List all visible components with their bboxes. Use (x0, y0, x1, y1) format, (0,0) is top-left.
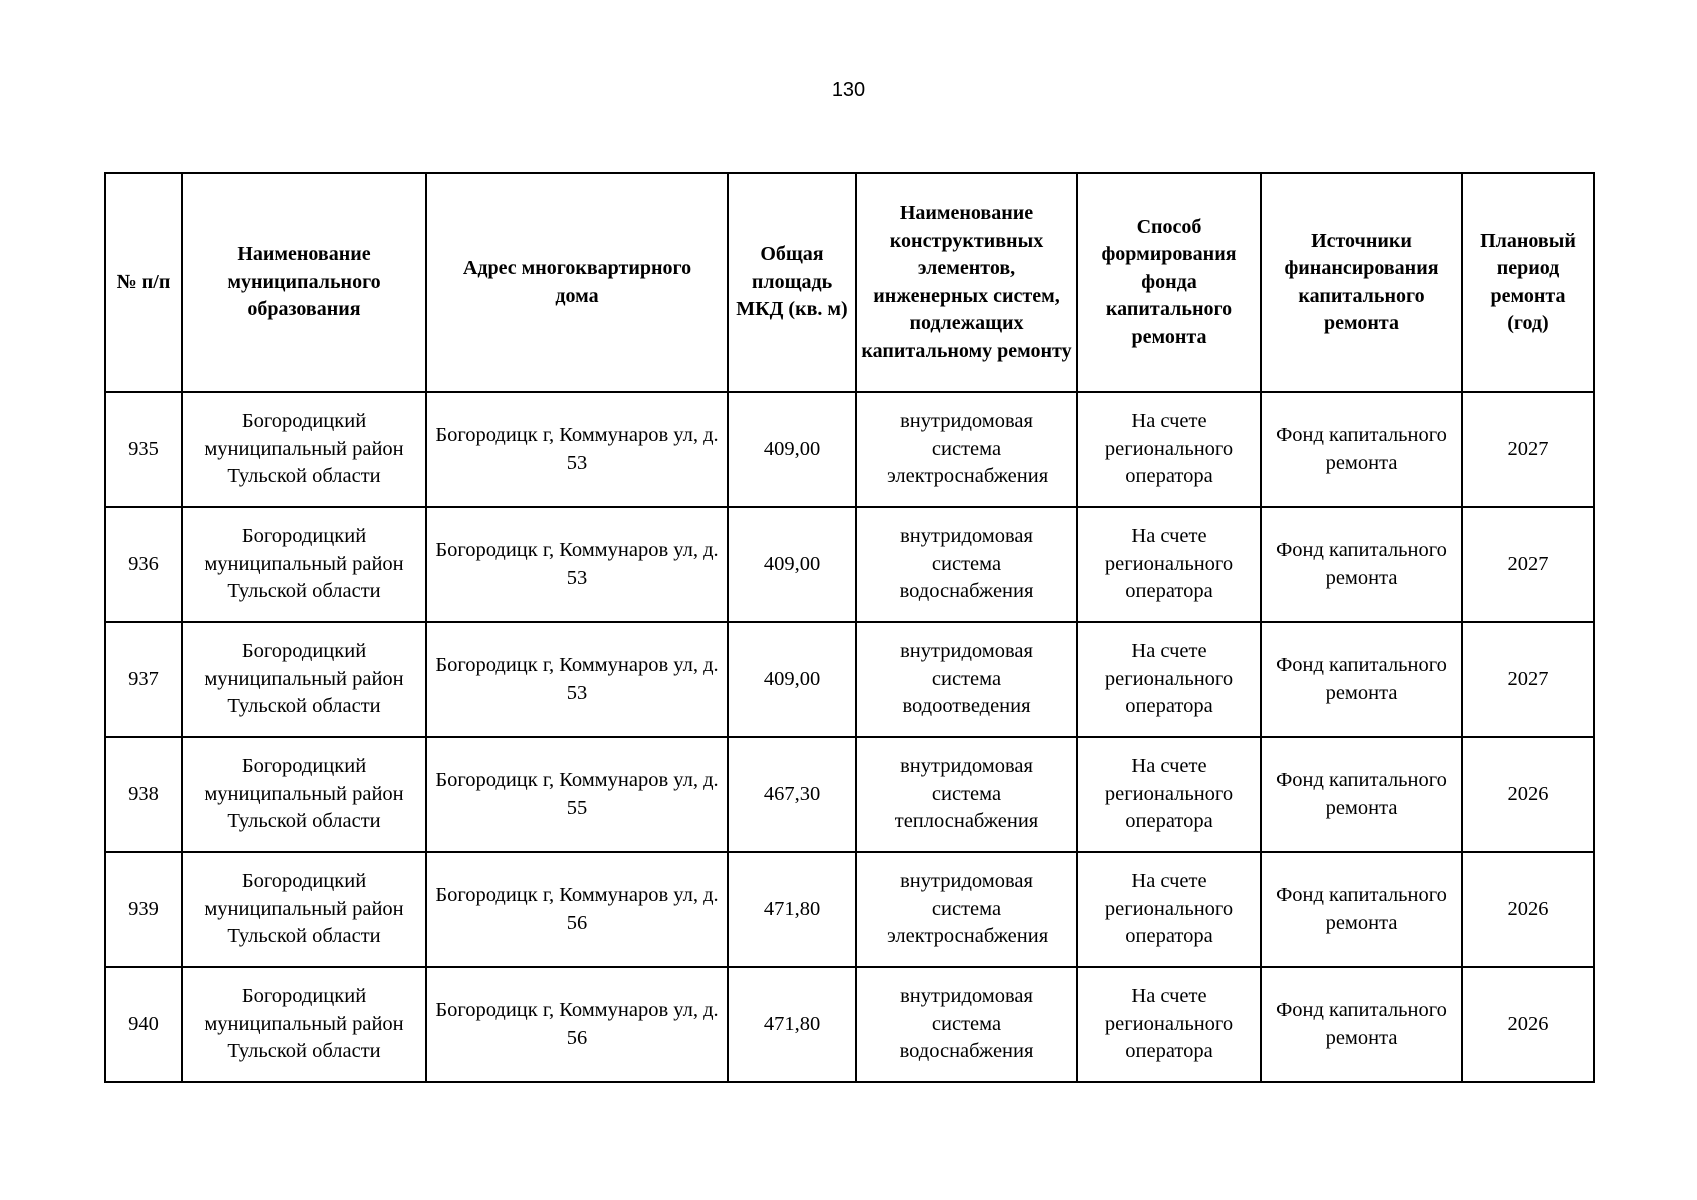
cell-address: Богородицк г, Коммунаров ул, д. 53 (426, 507, 728, 622)
cell-elements: внутридомовая система электроснабжения (856, 392, 1077, 507)
cell-planned-period: 2026 (1462, 737, 1594, 852)
cell-number: 936 (105, 507, 182, 622)
cell-funding-source: Фонд капитального ремонта (1261, 392, 1462, 507)
cell-elements: внутридомовая система водоснабжения (856, 507, 1077, 622)
cell-funding-source: Фонд капитального ремонта (1261, 737, 1462, 852)
header-area: Общая площадь МКД (кв. м) (728, 173, 856, 392)
cell-fund-method: На счете регионального оператора (1077, 507, 1261, 622)
cell-area: 467,30 (728, 737, 856, 852)
cell-planned-period: 2027 (1462, 392, 1594, 507)
cell-elements: внутридомовая система теплоснабжения (856, 737, 1077, 852)
page-number: 130 (831, 79, 866, 101)
cell-number: 940 (105, 967, 182, 1082)
header-elements: Наименование конструктивных элементов, инженерных систем, подлежащих капитальному ремонту (856, 173, 1077, 392)
cell-address: Богородицк г, Коммунаров ул, д. 56 (426, 852, 728, 967)
cell-address: Богородицк г, Коммунаров ул, д. 53 (426, 392, 728, 507)
cell-planned-period: 2027 (1462, 622, 1594, 737)
header-funding-source: Источники финансирования капитального ремонта (1261, 173, 1462, 392)
header-planned-period: Плановый период ремонта (год) (1462, 173, 1594, 392)
capital-repair-table (104, 172, 1595, 1083)
cell-fund-method: На счете регионального оператора (1077, 622, 1261, 737)
cell-funding-source: Фонд капитального ремонта (1261, 622, 1462, 737)
cell-municipality: Богородицкий муниципальный район Тульской области (182, 622, 426, 737)
cell-number: 937 (105, 622, 182, 737)
cell-funding-source: Фонд капитального ремонта (1261, 967, 1462, 1082)
cell-fund-method: На счете регионального оператора (1077, 967, 1261, 1082)
cell-funding-source: Фонд капитального ремонта (1261, 852, 1462, 967)
header-municipality: Наименование муниципального образования (182, 173, 426, 392)
cell-area: 471,80 (728, 967, 856, 1082)
table-row (105, 507, 1594, 622)
header-fund-method: Способ формирования фонда капитального ремонта (1077, 173, 1261, 392)
cell-fund-method: На счете регионального оператора (1077, 737, 1261, 852)
table-row (105, 737, 1594, 852)
cell-municipality: Богородицкий муниципальный район Тульской области (182, 507, 426, 622)
header-number: № п/п (105, 173, 182, 392)
cell-area: 471,80 (728, 852, 856, 967)
cell-area: 409,00 (728, 392, 856, 507)
cell-municipality: Богородицкий муниципальный район Тульской области (182, 852, 426, 967)
table-row (105, 622, 1594, 737)
cell-fund-method: На счете регионального оператора (1077, 852, 1261, 967)
table-row (105, 852, 1594, 967)
cell-number: 938 (105, 737, 182, 852)
cell-address: Богородицк г, Коммунаров ул, д. 53 (426, 622, 728, 737)
cell-area: 409,00 (728, 507, 856, 622)
cell-number: 935 (105, 392, 182, 507)
cell-address: Богородицк г, Коммунаров ул, д. 56 (426, 967, 728, 1082)
cell-elements: внутридомовая система водоснабжения (856, 967, 1077, 1082)
cell-funding-source: Фонд капитального ремонта (1261, 507, 1462, 622)
cell-elements: внутридомовая система электроснабжения (856, 852, 1077, 967)
table-row (105, 392, 1594, 507)
table-row (105, 967, 1594, 1082)
cell-municipality: Богородицкий муниципальный район Тульской области (182, 967, 426, 1082)
cell-planned-period: 2026 (1462, 967, 1594, 1082)
cell-elements: внутридомовая система водоотведения (856, 622, 1077, 737)
header-address: Адрес многоквартирного дома (426, 173, 728, 392)
table-header-row (105, 173, 1594, 392)
cell-number: 939 (105, 852, 182, 967)
cell-planned-period: 2026 (1462, 852, 1594, 967)
cell-area: 409,00 (728, 622, 856, 737)
cell-municipality: Богородицкий муниципальный район Тульской области (182, 392, 426, 507)
cell-address: Богородицк г, Коммунаров ул, д. 55 (426, 737, 728, 852)
cell-municipality: Богородицкий муниципальный район Тульской области (182, 737, 426, 852)
cell-planned-period: 2027 (1462, 507, 1594, 622)
cell-fund-method: На счете регионального оператора (1077, 392, 1261, 507)
